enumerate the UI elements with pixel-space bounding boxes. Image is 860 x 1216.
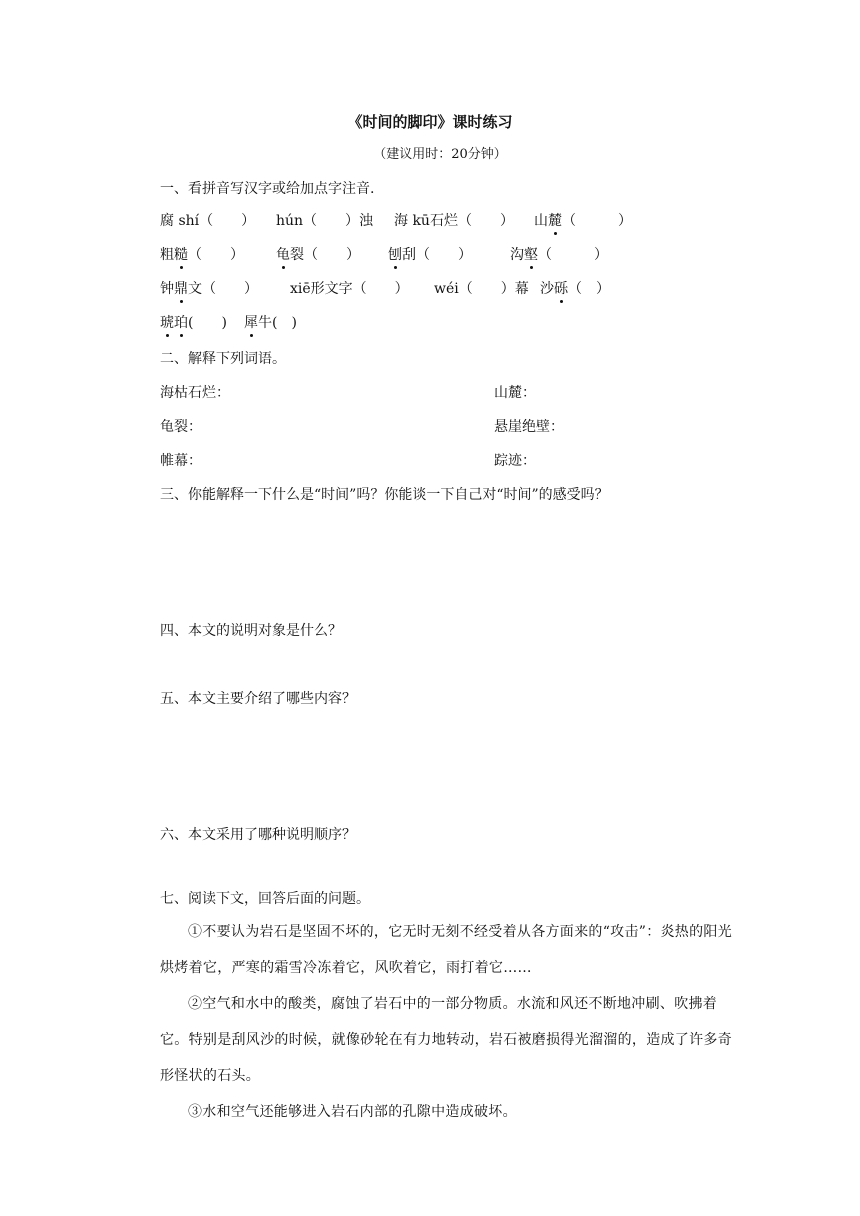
pinyin-item: 琥珀( ) — [160, 315, 227, 331]
reading-paragraph: ③水和空气还能够进入岩石内部的孔隙中造成破坏。 — [188, 1104, 517, 1120]
section4-heading: 四、本文的说明对象是什么？ — [160, 623, 342, 639]
section2-heading: 二、解释下列词语。 — [160, 351, 286, 367]
term-left: 海枯石烂： — [160, 385, 230, 401]
section5-heading: 五、本文主要介绍了哪些内容？ — [160, 691, 356, 707]
pinyin-item: 沟壑（ ） — [510, 247, 608, 263]
section1-heading: 一、看拼音写汉字或给加点字注音. — [160, 181, 375, 197]
pinyin-item: 沙砾（ ） — [540, 281, 610, 297]
section6-heading: 六、本文采用了哪种说明顺序？ — [160, 827, 356, 843]
page-title: 《时间的脚印》课时练习 — [347, 113, 513, 131]
pinyin-item: 海 kū石烂（ ） — [394, 213, 514, 229]
term-right: 山麓： — [494, 385, 536, 401]
reading-paragraph: ②空气和水中的酸类，腐蚀了岩石中的一部分物质。水流和风还不断地冲刷、吹拂着它。特别是刮风沙的时候，就像砂轮在有力地转动，岩石被磨损得光溜溜的，造成了许多奇形怪状的石头。 — [160, 996, 732, 1084]
section3-heading: 三、你能解释一下什么是“时间”吗？你能谈一下自己对“时间”的感受吗？ — [160, 487, 609, 503]
pinyin-item: 钟鼎文（ ） — [160, 281, 258, 297]
pinyin-item: 刨刮（ ） — [388, 247, 472, 263]
pinyin-item: hún（ ）浊 — [276, 213, 374, 229]
pinyin-item: wéi（ ）幕 — [434, 281, 529, 297]
pinyin-item: 粗糙（ ） — [160, 247, 244, 263]
pinyin-item: xiē形文字（ ） — [290, 281, 409, 297]
pinyin-item: 山麓（ ） — [534, 213, 632, 229]
term-left: 帷幕： — [160, 453, 202, 469]
section7-heading: 七、阅读下文，回答后面的问题。 — [160, 891, 370, 907]
pinyin-item: 犀牛( ) — [244, 315, 297, 331]
reading-paragraph: ①不要认为岩石是坚固不坏的，它无时无刻不经受着从各方面来的“攻击”：炎热的阳光烘烤着它，严寒的霜雪冷冻着它，风吹着它，雨打着它…… — [160, 924, 733, 976]
term-left: 龟裂： — [160, 419, 202, 435]
pinyin-item: 腐 shí（ ） — [160, 213, 256, 229]
page-subtitle: （建议用时：20分钟） — [373, 147, 507, 162]
pinyin-item: 龟裂（ ） — [276, 247, 360, 263]
term-right: 踪迹： — [494, 453, 536, 469]
term-right: 悬崖绝壁： — [494, 419, 564, 435]
